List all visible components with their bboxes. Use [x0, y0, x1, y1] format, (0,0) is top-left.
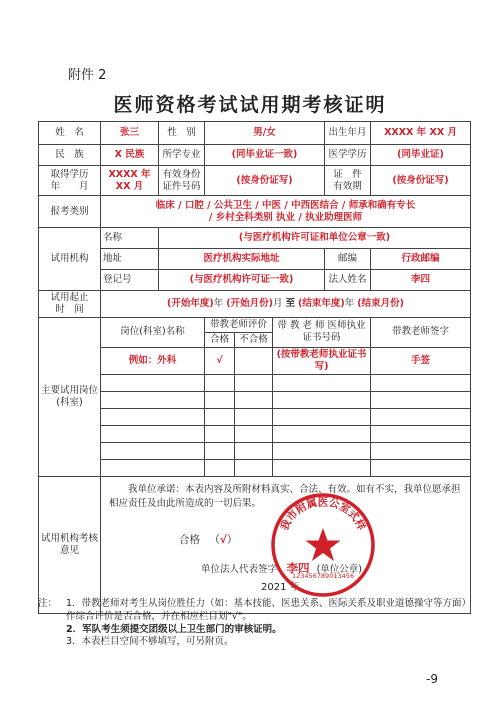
legal-rep-label: 法人姓名 [325, 270, 371, 291]
notes-section [38, 598, 478, 649]
period-value: (开始年度)年 (开始月份)月 至 (结束年度)年 (结束月份) [101, 291, 471, 318]
post-row-empty [101, 442, 205, 459]
teacher-cert-header: 带 教 老 师 医师执业证书号码 [273, 317, 371, 347]
eval-header: 带教老师评价 [205, 317, 273, 332]
major-value: (同毕业证一致) [205, 145, 325, 166]
ethnicity-value: X 民族 [101, 145, 159, 166]
reg-no-value: (与医疗机构许可证一致) [159, 270, 325, 291]
org-addr-label: 地址 [101, 249, 159, 270]
legal-sign-value: 李四 [286, 561, 310, 576]
cert-no-value: (按身份证写) [205, 166, 325, 196]
pass-mark: √ [205, 347, 235, 374]
cert-no-label: 有效身份 证件号码 [159, 166, 205, 196]
org-name-value: (与医疗机构许可证和单位公章一致) [159, 228, 471, 249]
name-label: 姓 名 [39, 122, 101, 145]
form-title: 医师资格考试试用期考核证明 [113, 94, 387, 116]
fail-cell [235, 347, 273, 374]
note-item: 3．本表栏目空间不够填写，可另附页。 [66, 636, 234, 648]
promise-text: 我单位承诺：本表内容及所附材料真实、合法、有效。如有不实，我单位愿承担相应责任及由此所造成的一切后果。 [109, 483, 461, 510]
trial-org-label: 试用机构 [39, 228, 101, 291]
edu-date-value: XXXX 年 XX 月 [101, 166, 159, 196]
seal-star-icon [306, 528, 341, 561]
main-post-label: 主要试用岗位(科室) [39, 317, 101, 476]
legal-rep-value: 李四 [371, 270, 471, 291]
page-number: -9 [426, 672, 438, 686]
post-row-empty [101, 391, 205, 408]
org-name-label: 名称 [101, 228, 159, 249]
official-seal [268, 490, 378, 600]
edu-value: (同毕业证) [371, 145, 471, 166]
name-value: 张三 [101, 122, 159, 145]
cert-valid-value: (按身份证写) [371, 166, 471, 196]
post-row-empty [101, 374, 205, 391]
category-value: 临床 / 口腔 / 公共卫生 / 中医 / 中西医结合 / 师承和确有专长 / 乡村全科类别 执业 / 执业助理医师 [101, 196, 471, 228]
postcode-value: 行政邮编 [371, 249, 471, 270]
teacher-sign-value: 手签 [371, 347, 471, 374]
exam-form-table [38, 121, 471, 614]
teacher-sign-header: 带教老师签字 [371, 317, 471, 347]
seal-note: (单位公章) [316, 564, 362, 576]
postcode-label: 邮编 [325, 249, 371, 270]
note-item: 1．带教老师对考生从岗位胜任力（如：基本技能、医患关系、医际关系及职业道德操守等方面）作综合评价是否合格，并在相应栏目划"√"。 [66, 598, 472, 622]
period-label: 试用起止 时 间 [39, 291, 101, 318]
edu-label: 医学学历 [325, 145, 371, 166]
qualified-line: 合格 （√） [179, 533, 238, 546]
post-row-empty [101, 425, 205, 442]
fail-header: 不合格 [235, 332, 273, 347]
pass-header: 合格 [205, 332, 235, 347]
cert-valid-label: 证 件 有效期 [325, 166, 371, 196]
legal-sign-line: 单位法人代表签字：李四 (单位公章) [201, 561, 362, 576]
opinion-label: 试用机构考核意见 [39, 476, 101, 613]
note-item: 2．军队考生须提交团级以上卫生部门的审核证明。 [66, 623, 282, 635]
ethnicity-label: 民 族 [39, 145, 101, 166]
seal-number: 123456789013456 [291, 572, 355, 580]
edu-date-label: 取得学历 年 月 [39, 166, 101, 196]
gender-value: 男/女 [205, 122, 325, 145]
major-label: 所学专业 [159, 145, 205, 166]
sign-date: 2021 年 [261, 581, 300, 593]
teacher-cert-value: (按带教老师执业证书写) [273, 347, 371, 374]
category-label: 报考类别 [39, 196, 101, 228]
birth-value: XXXX 年 XX 月 [371, 122, 471, 145]
reg-no-label: 登记号 [101, 270, 159, 291]
post-row-empty [101, 408, 205, 425]
post-row-empty [101, 459, 205, 476]
org-addr-value: 医疗机构实际地址 [159, 249, 325, 270]
gender-label: 性 别 [159, 122, 205, 145]
post-example: 例如：外科 [101, 347, 205, 374]
post-header: 岗位(科室)名称 [101, 317, 205, 347]
qualified-mark: √ [219, 533, 227, 546]
birth-label: 出生年月 [325, 122, 371, 145]
notes-label: 注： [38, 598, 58, 609]
attachment-label: 附件 2 [68, 68, 107, 83]
seal-text: 我市附属医公室式样 [278, 496, 368, 533]
